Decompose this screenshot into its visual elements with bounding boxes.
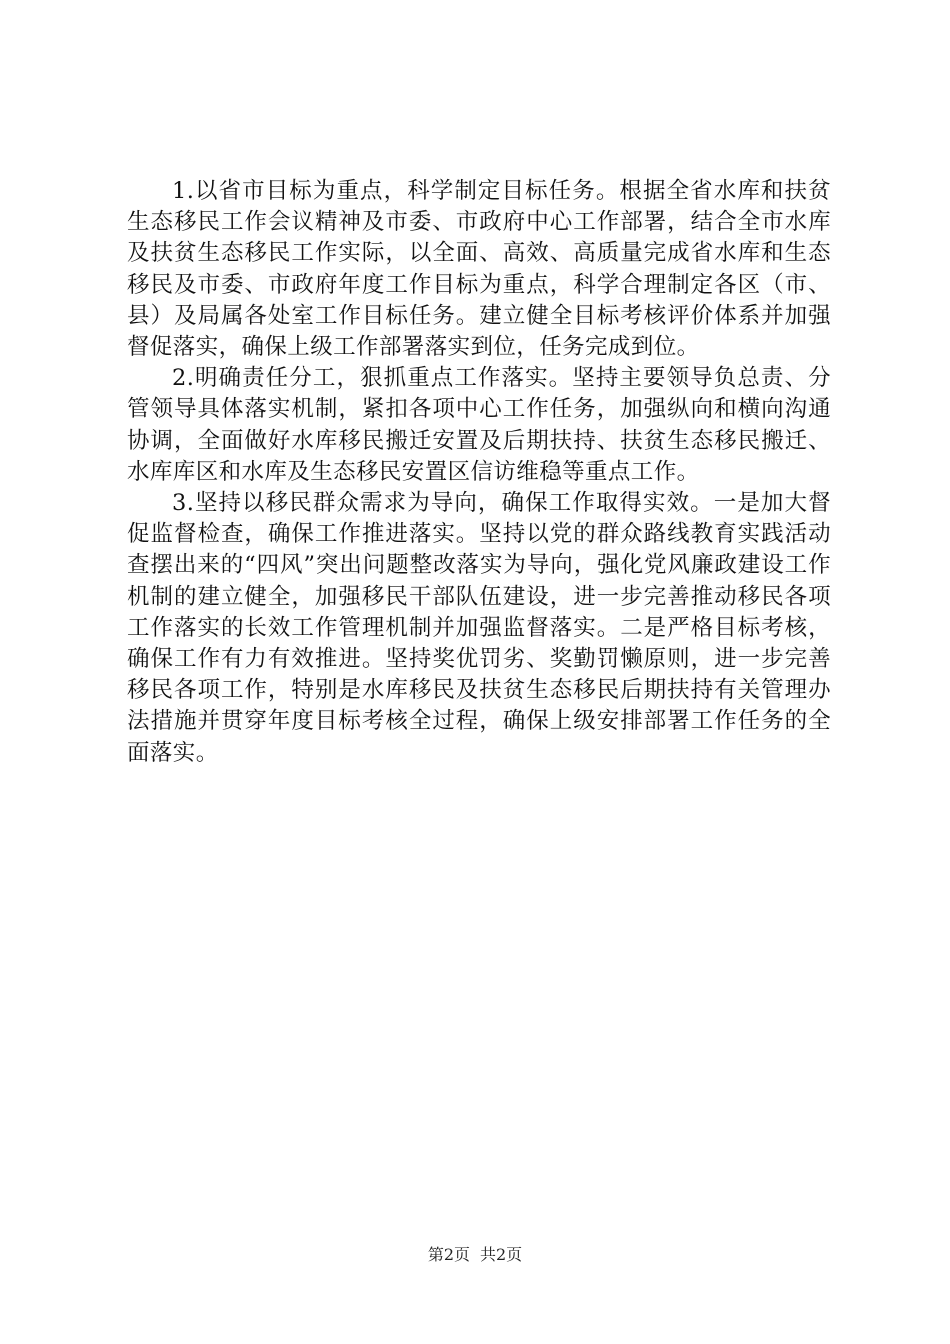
- page-footer: [0, 1245, 950, 1265]
- paragraph-1: 1.以省市目标为重点，科学制定目标任务。根据全省水库和扶贫生态移民工作会议精神及市委、市政府中心工作部署，结合全市水库及扶贫生态移民工作实际，以全面、高效、高质量完成省水库和生态移民及市委、市政府年度工作目标为重点，科学合理制定各区（市、县）及局属各处室工作目标任务。建立健全目标考核评价体系并加强督促落实，确保上级工作部署落实到位，任务完成到位。: [127, 178, 831, 361]
- document-body: [127, 176, 831, 769]
- paragraph-3: 3.坚持以移民群众需求为导向，确保工作取得实效。一是加大督促监督检查，确保工作推进落实。坚持以党的群众路线教育实践活动查摆出来的“四风”突出问题整改落实为导向，强化党风廉政建设工作机制的建立健全，加强移民干部队伍建设，进一步完善推动移民各项工作落实的长效工作管理机制并加强监督落实。二是严格目标考核，确保工作有力有效推进。坚持奖优罚劣、奖勤罚懒原则，进一步完善移民各项工作，特别是水库移民及扶贫生态移民后期扶持有关管理办法措施并贯穿年度目标考核全过程，确保上级安排部署工作任务的全面落实。: [127, 490, 831, 766]
- page-number-current: 第2页: [427, 1245, 470, 1264]
- page-number-total: 共2页: [480, 1245, 523, 1264]
- paragraph-2: 2.明确责任分工，狠抓重点工作落实。坚持主要领导负总责、分管领导具体落实机制，紧扣各项中心工作任务，加强纵向和横向沟通协调，全面做好水库移民搬迁安置及后期扶持、扶贫生态移民搬迁、水库库区和水库及生态移民安置区信访维稳等重点工作。: [127, 365, 831, 485]
